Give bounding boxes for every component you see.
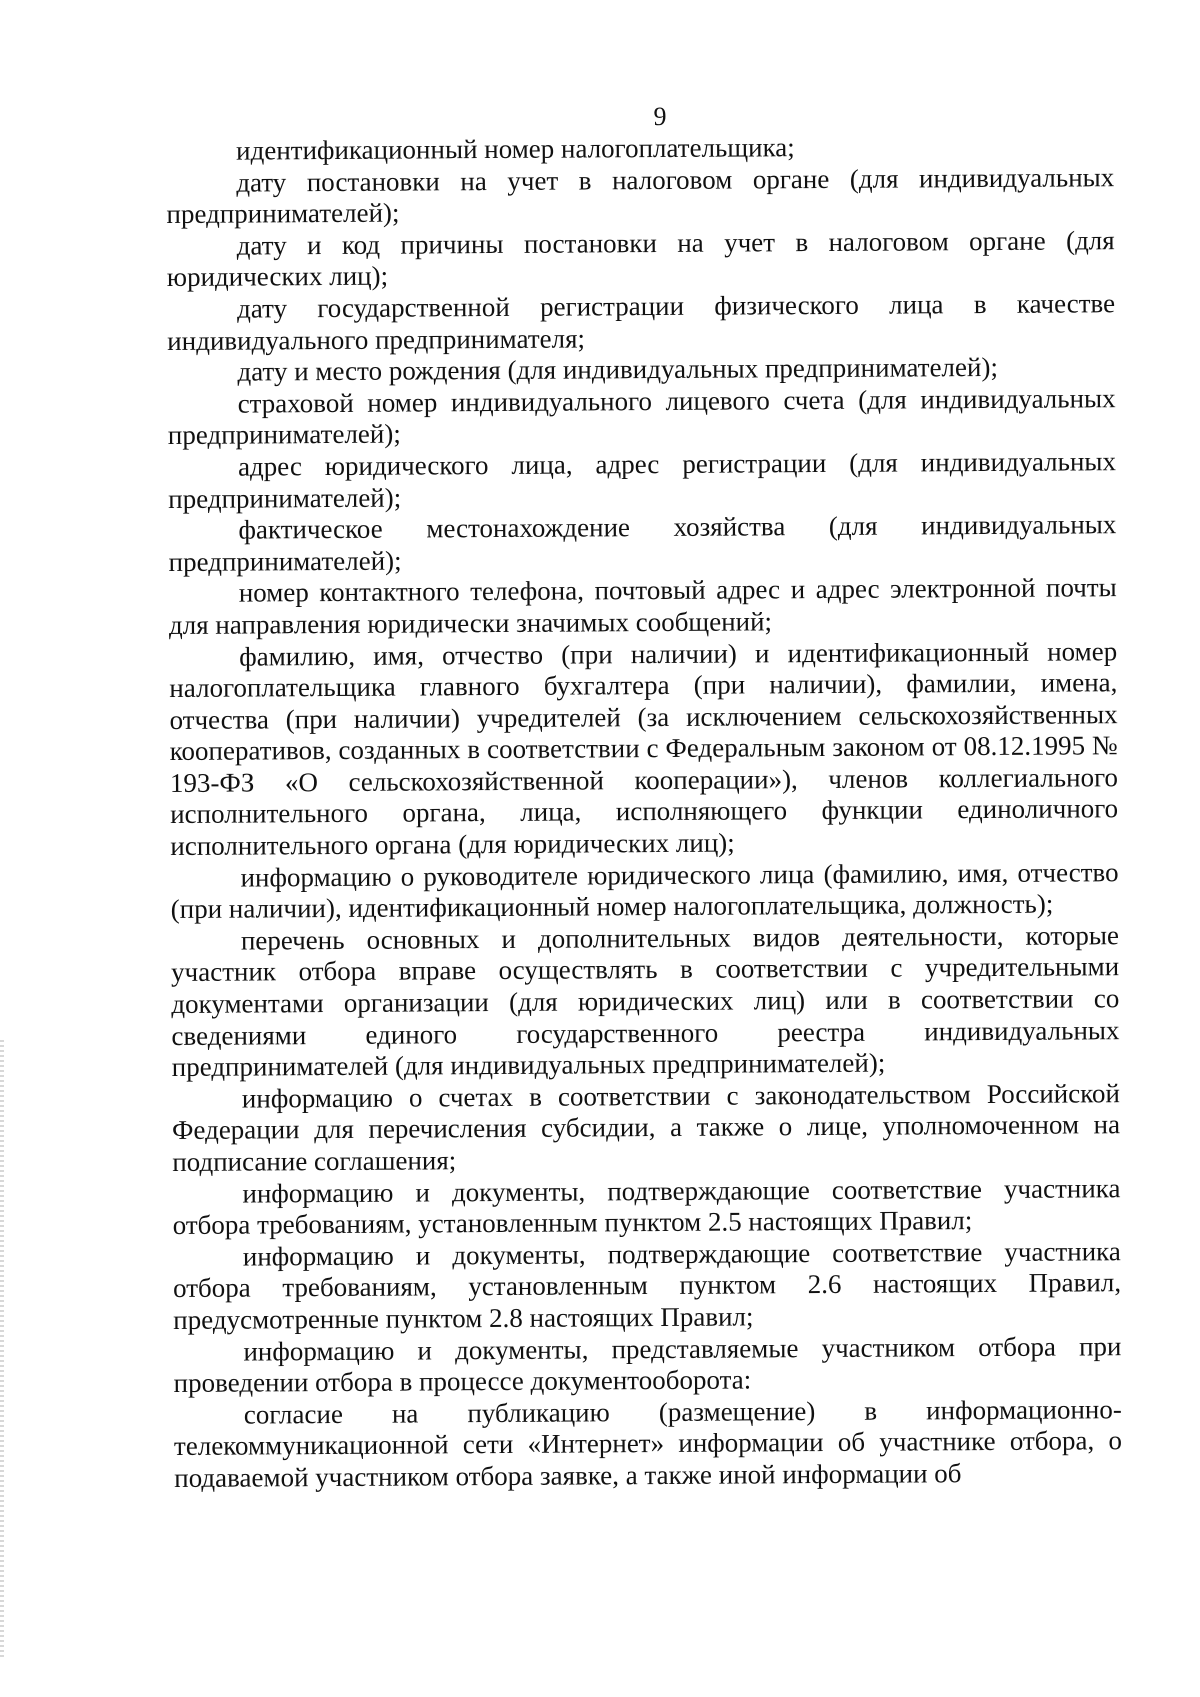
paragraph-birth-date-place: дату и место рождения (для индивидуальных предпринимателей); <box>237 352 999 387</box>
document-body <box>166 130 1122 1494</box>
paragraph-activities: перечень основных и дополнительных видов деятельности, которые участник отбора вправе осуществлять в соответствии с учредительными документами организации (для юридических лиц) или в соответствии со сведениями единого государственного реестра индивидуальных предпринимателей (для индивидуальных предпринимателей); <box>171 920 1120 1083</box>
scan-edge-artifact <box>0 1040 4 1660</box>
paragraph-actual-location: фактическое местонахождение хозяйства (для индивидуальных предпринимателей); <box>168 509 1117 577</box>
paragraph-accounts: информацию о счетах в соответствии с законодательством Российской Федерации для перечисления субсидии, а также о лице, уполномоченном на подписание соглашения; <box>171 1078 1121 1177</box>
paragraph-publication-consent: согласие на публикацию (размещение) в информационно-телекоммуникационной сети «Интернет» информации об участнике отбора, о подаваемой участником отбора заявке, а также иной информации об <box>173 1393 1123 1493</box>
paragraph-inn: идентификационный номер налогоплательщика; <box>235 132 795 166</box>
page-number: 9 <box>653 102 667 131</box>
paragraph-requirements-2-6: информацию и документы, подтверждающие соответствие участника отбора требованиям, установленным пунктом 2.6 настоящих Правил, предусмотренные пунктом 2.8 настоящих Правил; <box>172 1235 1122 1335</box>
paragraph-state-registration: дату государственной регистрации физического лица в качестве индивидуального предпринимателя; <box>167 288 1116 356</box>
paragraph-registration-date-ip: дату постановки на учет в налоговом органе (для индивидуальных предпринимателей); <box>166 161 1115 230</box>
paragraph-requirements-2-5: информацию и документы, подтверждающие соответствие участника отбора требованиям, установленным пунктом 2.5 настоящих Правил; <box>172 1172 1121 1241</box>
paragraph-registration-code-legal: дату и код причины постановки на учет в налоговом органе (для юридических лиц); <box>166 224 1115 293</box>
paragraph-head-info: информацию о руководителе юридического лица (фамилию, имя, отчество (при наличии), идентификационный номер налогоплательщика, должность); <box>170 856 1119 925</box>
paragraph-document-flow: информацию и документы, представляемые участником отбора при проведении отбора в процессе документооборота: <box>173 1330 1122 1399</box>
paragraph-contacts: номер контактного телефона, почтовый адрес и адрес электронной почты для направления юридически значимых сообщений; <box>168 572 1117 640</box>
paragraph-insurance-number: страховой номер индивидуального лицевого счета (для индивидуальных предпринимателей); <box>167 382 1116 451</box>
paragraph-address: адрес юридического лица, адрес регистрации (для индивидуальных предпринимателей); <box>168 446 1117 514</box>
paragraph-accountant-founders: фамилию, имя, отчество (при наличии) и идентификационный номер налогоплательщика главного бухгалтера (при наличии), фамилии, имена, отчества (при наличии) учредителей (за исключением сельскохозяйственных кооперативов, созданных в соответствии с Федеральным законом от 08.12.1995 № 193-ФЗ «О сельскохозяйственной кооперации»), членов коллегиального исполнительного органа, лица, исполняющего функции единоличного исполнительного органа (для юридических лиц); <box>169 635 1119 862</box>
